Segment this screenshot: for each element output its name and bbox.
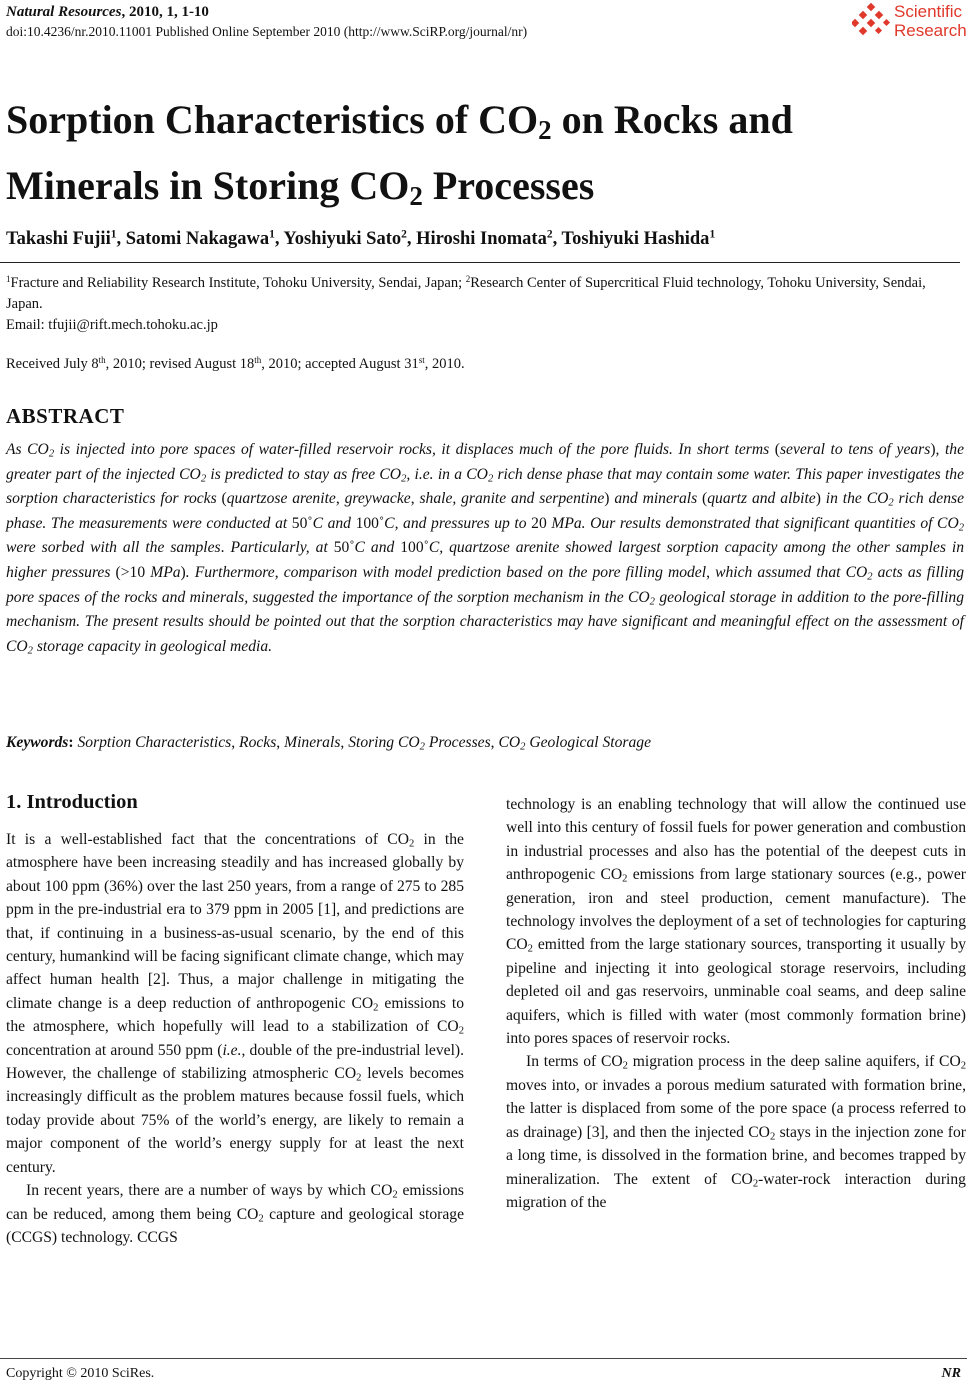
abstract-upright: , (410, 490, 420, 508)
subscript: 2 (356, 1072, 362, 1084)
received-sup-2: th (254, 355, 262, 366)
subscript: 2 (458, 1025, 464, 1037)
logo-line-2: Research (894, 21, 967, 40)
received-text-2: , 2010; revised August 18 (105, 356, 255, 372)
abstract-upright: ( (702, 490, 708, 508)
author-affiliation-mark: 1 (709, 228, 716, 241)
subscript: 2 (622, 1061, 628, 1073)
abstract-text: quartzose arenite (226, 490, 336, 508)
abstract-text: C and (312, 514, 356, 532)
abstract-upright: ( (221, 490, 227, 508)
abstract-text: , the greater part of the injected CO (6, 441, 965, 483)
keyword-separator: , (231, 734, 240, 751)
paragraph-italic: i.e. (222, 1041, 242, 1059)
abstract-text: C, and pressures up to (384, 514, 532, 532)
title-part-2: on Rocks and Minerals in Storing CO (6, 97, 793, 208)
abstract-text: shale, granite and serpentine (419, 490, 605, 508)
abstract-body (6, 438, 964, 659)
subscript: 2 (520, 741, 526, 753)
subscript: 2 (958, 522, 965, 534)
author-name: Yoshiyuki Sato (283, 229, 402, 249)
paragraph-text: emitted from the large stationary sources, transporting it usually by pipeline and injecting it into geological storage reservoirs, including depleted oil and gas reservoirs, unminable coal seams, and deep saline aquifers, which is filled with water (most commonly formation brine) into pores spaces of reservoir rocks. (506, 936, 966, 1048)
journal-name: Natural Resources (6, 4, 122, 20)
abstract-text: is predicted to stay as free CO (206, 465, 402, 483)
keyword-separator: , (490, 734, 499, 751)
abstract-text: Particularly, at (224, 539, 334, 557)
affiliation-1: Fracture and Reliability Research Institute, Tohoku University, Sendai, Japan; (10, 275, 466, 291)
abstract-text: several to tens of years (779, 441, 931, 458)
keyword-item (284, 734, 340, 751)
logo-mark-icon (852, 2, 892, 42)
abstract-text: greywacke (344, 490, 411, 508)
author-affiliation-mark: 2 (401, 228, 407, 241)
keyword-text: Geological Storage (525, 734, 652, 751)
affiliation-2: Research Center of Supercritical Fluid technology, Tohoku University, Sendai, Japan. (6, 275, 926, 312)
abstract-text: storage capacity in geological media. (32, 637, 273, 655)
paragraph-text: -water-rock interaction during migration of the (506, 1170, 966, 1211)
affiliations (6, 273, 961, 336)
abstract-text: which assumed that CO (715, 563, 868, 581)
author-separator: , (406, 229, 417, 249)
paragraph (506, 793, 966, 1050)
abstract-upright: ) (815, 490, 821, 508)
received-sup-3: st (418, 355, 425, 366)
paragraph-text: In recent years, there are a number of ways by which CO (26, 1182, 393, 1200)
paragraph-text: emissions can be reduced, among them being CO (6, 1182, 464, 1223)
paragraph (506, 1050, 966, 1214)
abstract-text: were sorbed with all the samples (6, 539, 221, 557)
abstract-text: , i.e. in a CO (406, 465, 488, 483)
subscript: 2 (960, 1061, 967, 1073)
section-heading-introduction: 1. Introduction (6, 791, 138, 813)
subscript: 2 (258, 1213, 264, 1225)
subscript: 2 (867, 571, 873, 583)
paragraph-text: in the atmosphere have been increasing steadily and has increased globally by about 100 ppm (36%) over the last 250 years, from a range of 275 to 285 ppm in the pre-industrial era to 379 ppm in 2005 [1], and predictions are that, if continuing in a business-as-usual scenario, by the end of this century, humankind will be facing significant climate change, which may affect human health [2]. Thus, a major challenge in mitigating the climate change is a deep reduction of anthropogenic CO (6, 831, 464, 1012)
abstract-upright: ) (180, 563, 186, 581)
author-name: Satomi Nakagawa (125, 229, 270, 249)
body-column-left (6, 828, 464, 1249)
subscript: 2 (401, 473, 407, 485)
abstract-text: rich dense phase. The measurements were conducted at (6, 490, 965, 532)
subscript: 2 (392, 1189, 398, 1201)
author-affiliation-mark: 1 (269, 228, 275, 241)
subscript: 2 (769, 1131, 776, 1143)
paragraph-text: emissions from large stationary sources (e.g., power generation, iron and steel production, cement manufacture). The technology involves the deployment of a set of technologies for capturing CO (506, 866, 966, 954)
keywords (6, 734, 651, 752)
logo-line-1: Scientific (894, 2, 963, 21)
logo-text (894, 2, 967, 40)
paragraph-text: migration process in the deep saline aquifers, if CO (627, 1053, 961, 1071)
footer-copyright: Copyright © 2010 SciRes. (6, 1366, 155, 1381)
body-column-right (506, 793, 966, 1214)
keyword-text: Processes (424, 734, 491, 751)
paragraph-text: , double of the pre-industrial level). However, the challenge of stabilizing atmospheric CO (6, 1041, 464, 1083)
abstract-upright: , (335, 490, 345, 508)
subscript: 2 (200, 473, 207, 485)
keyword-item (239, 734, 276, 751)
subscript: 2 (752, 1178, 759, 1190)
paragraph-text: concentration at around 550 ppm ( (6, 1041, 223, 1059)
footer-divider (0, 1358, 967, 1359)
doi-line: doi:10.4236/nr.2010.11001 Published Online September 2010 (http://www.SciRP.org/journal/nr) (6, 24, 528, 39)
subscript: 2 (487, 473, 494, 485)
affiliation-mark-2: 2 (465, 274, 471, 285)
title-sub-2: 2 (409, 181, 423, 211)
received-text-1: Received July 8 (6, 356, 99, 372)
abstract-upright: , (706, 563, 716, 581)
subscript: 2 (888, 497, 894, 509)
keywords-colon: : (68, 734, 78, 751)
paragraph-text: technology is an enabling technology that will allow the continued use well into this century of fossil fuels for power generation and combustion in industrial processes and also has the potential of the deepest cuts in anthropogenic CO (506, 796, 966, 884)
paper-title (6, 92, 956, 224)
paragraph (6, 1179, 464, 1249)
title-part-1: Sorption Characteristics of CO (6, 97, 539, 142)
abstract-text: As CO (6, 441, 49, 458)
abstract-upright: ) (930, 441, 936, 458)
abstract-upright: (>10 (115, 563, 151, 581)
subscript: 2 (373, 1002, 379, 1014)
received-dates (6, 356, 465, 373)
keyword-text: Storing CO (348, 734, 420, 751)
keyword-text: Rocks (239, 734, 277, 751)
keyword-item (498, 734, 651, 751)
paragraph-text: capture and geological storage (CCGS) technology. CCGS (6, 1205, 464, 1246)
abstract-upright: ) (604, 490, 610, 508)
author-separator: , (274, 229, 284, 249)
paragraph-text: stays in the injection zone for a long time, is dissolved in the formation brine, and becomes trapped by mineralization. The extent of CO (506, 1123, 966, 1188)
abstract-upright: 50˚ (333, 539, 355, 557)
author-affiliation-mark: 1 (110, 228, 117, 241)
abstract-upright: 50˚ (291, 514, 313, 532)
subscript: 2 (649, 596, 655, 608)
keyword-text: Sorption Characteristics (77, 734, 232, 751)
author-separator: , (116, 229, 126, 249)
paragraph-text: levels becomes increasingly difficult as the problem matures because fossil fuels, which today provide about 75% of the world’s energy, are likely to remain a major component of the world’s energy supply for at least the next century. (6, 1065, 464, 1176)
paragraph (6, 828, 464, 1179)
affiliation-mark-1: 1 (6, 274, 11, 285)
footer-journal-abbr: NR (941, 1366, 961, 1381)
author-list (6, 229, 715, 250)
author-name: Toshiyuki Hashida (561, 229, 710, 249)
abstract-upright: , (274, 563, 284, 581)
keyword-text: CO (498, 734, 521, 751)
abstract-upright: . (220, 539, 225, 557)
abstract-text: comparison with model prediction based on the pore filling model (283, 563, 707, 581)
subscript: 2 (622, 873, 628, 885)
received-text-4: , 2010. (424, 356, 465, 372)
paragraph-text: In terms of CO (526, 1053, 623, 1071)
abstract-text: geological storage in addition to the pore-filling mechanism. The present results should be pointed out that the sorption characteristics may have significant and meaningful effect on the assessment of CO (6, 588, 964, 655)
paragraph-text: It is a well-established fact that the concentrations of CO (6, 831, 409, 848)
abstract-text: and minerals (609, 490, 703, 508)
abstract-upright: 100˚ (355, 514, 385, 532)
abstract-text: MPa (150, 563, 181, 581)
abstract-text: in the CO (820, 490, 889, 508)
abstract-heading: ABSTRACT (6, 404, 125, 428)
abstract-text: acts as filling pore spaces of the rocks and minerals, suggested the importance of the sorption mechanism in the CO (6, 563, 965, 606)
keywords-label: Keywords (6, 734, 69, 751)
paragraph-text: moves into, or invades a porous medium saturated with formation brine, the latter is displaced from some of the pore space (a process referred to as drainage) [3], and then the injected CO (506, 1076, 966, 1141)
abstract-text: C, quartzose arenite showed largest sorption capacity among the other samples in higher pressures (6, 539, 964, 581)
title-sub-1: 2 (538, 115, 552, 145)
journal-volume: , 2010, 1, 1-10 (121, 4, 209, 20)
title-part-3: Processes (422, 163, 595, 208)
paragraph-text: emissions to the atmosphere, which hopefully will lead to a stabilization of CO (6, 994, 464, 1036)
abstract-text: . Furthermore (185, 563, 275, 581)
keyword-item (77, 734, 231, 751)
abstract-upright: 20 (531, 514, 547, 532)
subscript: 2 (419, 741, 425, 753)
keyword-item (348, 734, 490, 751)
abstract-text: quartz and albite (707, 490, 816, 508)
subscript: 2 (48, 448, 55, 460)
contact-email: Email: tfujii@rift.mech.tohoku.ac.jp (6, 317, 218, 333)
publisher-logo (850, 0, 967, 44)
header-divider (0, 262, 960, 263)
abstract-upright: ( (774, 441, 780, 458)
keyword-separator: , (340, 734, 349, 751)
author-affiliation-mark: 2 (546, 228, 553, 241)
abstract-text: is injected into pore spaces of water-filled reservoir rocks, it displaces much of the pore fluids. In short terms (54, 441, 775, 458)
author-name: Takashi Fujii (6, 229, 111, 249)
author-separator: , (552, 229, 562, 249)
author-name: Hiroshi Inomata (416, 229, 547, 249)
received-sup-1: th (98, 355, 106, 366)
journal-citation (6, 4, 209, 21)
affiliation-line (6, 273, 961, 315)
subscript: 2 (408, 838, 415, 850)
subscript: 2 (527, 944, 533, 956)
abstract-text: C and (354, 539, 401, 557)
received-text-3: , 2010; accepted August 31 (261, 356, 419, 372)
subscript: 2 (27, 645, 33, 657)
keyword-text: Minerals (284, 734, 341, 751)
keyword-separator: , (276, 734, 285, 751)
abstract-text: rich dense phase that may contain some water. This paper investigates the sorption characteristics for rocks (6, 465, 964, 508)
abstract-upright: 100˚ (400, 539, 429, 557)
abstract-text: MPa. Our results demonstrated that significant quantities of CO (546, 514, 959, 532)
